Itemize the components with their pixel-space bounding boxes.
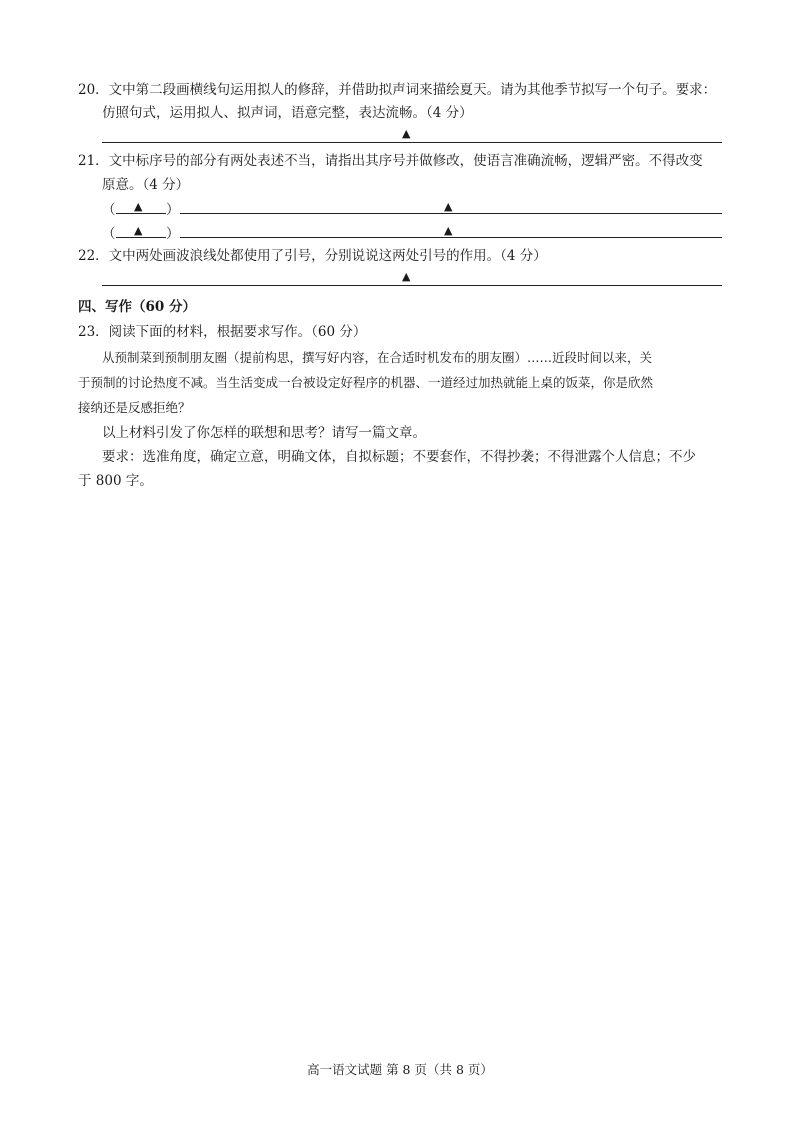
q21-row2-paren-close: ） [166, 226, 180, 242]
q21-row2-number-blank [116, 237, 166, 238]
q23-prompt: 23．阅读下面的材料，根据要求写作。（60 分） [78, 324, 367, 340]
q21-row2-answer-line [180, 237, 722, 238]
q22-text-line1: 22．文中两处画波浪线处都使用了引号，分别说说这两处引号的作用。（4 分） [78, 248, 547, 264]
q20-text-line2: 仿照句式，运用拟人、拟声词，语意完整，表达流畅。（4 分） [102, 105, 473, 121]
q21-row1-answer-line [180, 213, 722, 214]
q23-requirement-line2: 于 800 字。 [78, 473, 153, 489]
page-footer: 高一语文试题 第 8 页（共 8 页） [307, 1062, 493, 1077]
q21-text-line2: 原意。（4 分） [102, 177, 190, 193]
q20-answer-mark: ▲ [402, 127, 411, 140]
q23-requirement-line1: 要求：选准角度，确定立意，明确文体，自拟标题；不要套作，不得抄袭；不得泄露个人信息；不少 [102, 449, 696, 465]
q21-row1-number-mark: ▲ [134, 200, 143, 213]
q23-instruction: 以上材料引发了你怎样的联想和思考？请写一篇文章。 [102, 425, 426, 441]
q21-row1-answer-mark: ▲ [444, 200, 453, 213]
section-title: 四、写作（60 分） [78, 299, 196, 315]
q23-material-line3: 接纳还是反感拒绝？ [78, 400, 191, 415]
q21-row2-number-mark: ▲ [134, 224, 143, 237]
q20-text-line1: 20．文中第二段画横线句运用拟人的修辞，并借助拟声词来描绘夏天。请为其他季节拟写一个句子。要求： [78, 82, 717, 98]
q21-row2-answer-mark: ▲ [444, 224, 453, 237]
q21-row1-paren-close: ） [166, 202, 180, 218]
q21-row1-number-blank [116, 213, 166, 214]
q23-material-line2: 于预制的讨论热度不减。当生活变成一台被设定好程序的机器、一道经过加热就能上桌的饭菜，你是欣然 [78, 375, 654, 390]
q23-material-line1: 从预制菜到预制朋友圈（提前构思，撰写好内容，在合适时机发布的朋友圈）……近段时间以来，关 [102, 350, 653, 365]
q20-answer-line [102, 142, 722, 143]
q21-row2-paren-open: （ [102, 226, 116, 242]
q22-answer-line [102, 285, 722, 286]
q21-text-line1: 21．文中标序号的部分有两处表述不当，请指出其序号并做修改，使语言准确流畅，逻辑严密。不得改变 [78, 153, 703, 169]
q21-row1-paren-open: （ [102, 202, 116, 218]
q22-answer-mark: ▲ [402, 270, 411, 283]
